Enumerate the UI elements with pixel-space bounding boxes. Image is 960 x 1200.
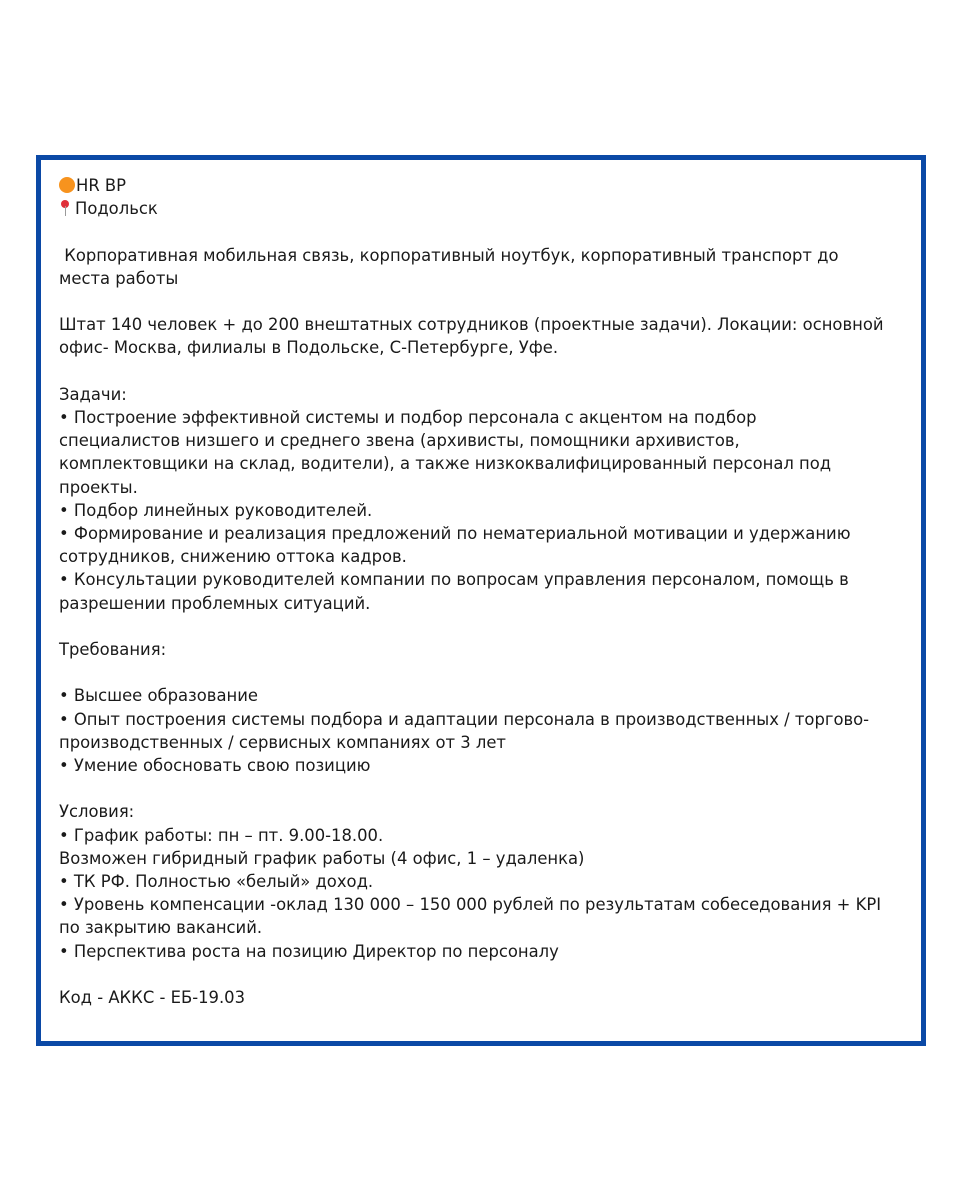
condition-line: • ТК РФ. Полностью «белый» доход. [59,872,374,891]
task-line: специалистов низшего и среднего звена (архивисты, помощники архивистов, [59,431,740,451]
requirement-line: • Умение обосновать свою позицию [59,756,371,775]
condition-line: • График работы: пн – пт. 9.00-18.00. [59,825,384,845]
task-line: разрешении проблемных ситуаций. [59,593,371,613]
task-line: • Формирование и реализация предложений по нематериальной мотивации и удержанию [59,524,851,543]
spacer [59,963,859,986]
orange-circle-icon [59,177,75,193]
condition-line: • Перспектива роста на позицию Директор по персоналу [59,941,559,961]
condition-line: • Уровень компенсации -оклад 130 000 – 150 000 рублей по результатам собеседования + KPI [59,895,882,915]
role-title: HR BP [76,176,127,195]
vacancy-card [36,155,926,1046]
vacancy-text [59,174,884,1009]
company-line: Штат 140 человек + до 200 внештатных сотрудников (проектные задачи). Локации: основной [59,315,884,335]
benefits-line: места работы [59,268,179,288]
round-pushpin-icon [59,199,71,217]
task-line: комплектовщики на склад, водители), а также низкоквалифицированный персонал под [59,454,832,474]
company-line: офис- Москва, филиалы в Подольске, С-Петербурге, Уфе. [59,338,559,358]
task-line: • Консультации руководителей компании по вопросам управления персоналом, помощь в [59,570,849,590]
spacer [59,777,859,800]
spacer [59,615,859,638]
task-line: • Подбор линейных руководителей. [59,500,373,520]
task-line: проекты. [59,477,138,497]
requirement-line: • Высшее образование [59,686,258,706]
benefits-line: Корпоративная мобильная связь, корпоративный ноутбук, корпоративный транспорт до [59,245,839,265]
role-line [59,174,859,197]
location-text: Подольск [75,199,158,219]
location-line [59,197,859,220]
spacer [59,661,859,684]
condition-line: Возможен гибридный график работы (4 офис, 1 – удаленка) [59,848,585,868]
task-line: сотрудников, снижению оттока кадров. [59,547,407,567]
vacancy-code: Код - АККС - ЕБ-19.03 [59,988,246,1007]
tasks-heading: Задачи: [59,384,127,404]
task-line: • Построение эффективной системы и подбор персонала с акцентом на подбор [59,407,757,427]
conditions-heading: Условия: [59,802,135,822]
spacer [59,360,859,383]
requirements-heading: Требования: [59,640,167,659]
spacer [59,290,859,313]
condition-line: по закрытию вакансий. [59,918,263,938]
requirement-line: • Опыт построения системы подбора и адаптации персонала в производственных / торгово- [59,709,870,729]
requirement-line: производственных / сервисных компаниях от 3 лет [59,732,506,752]
spacer [59,220,859,243]
